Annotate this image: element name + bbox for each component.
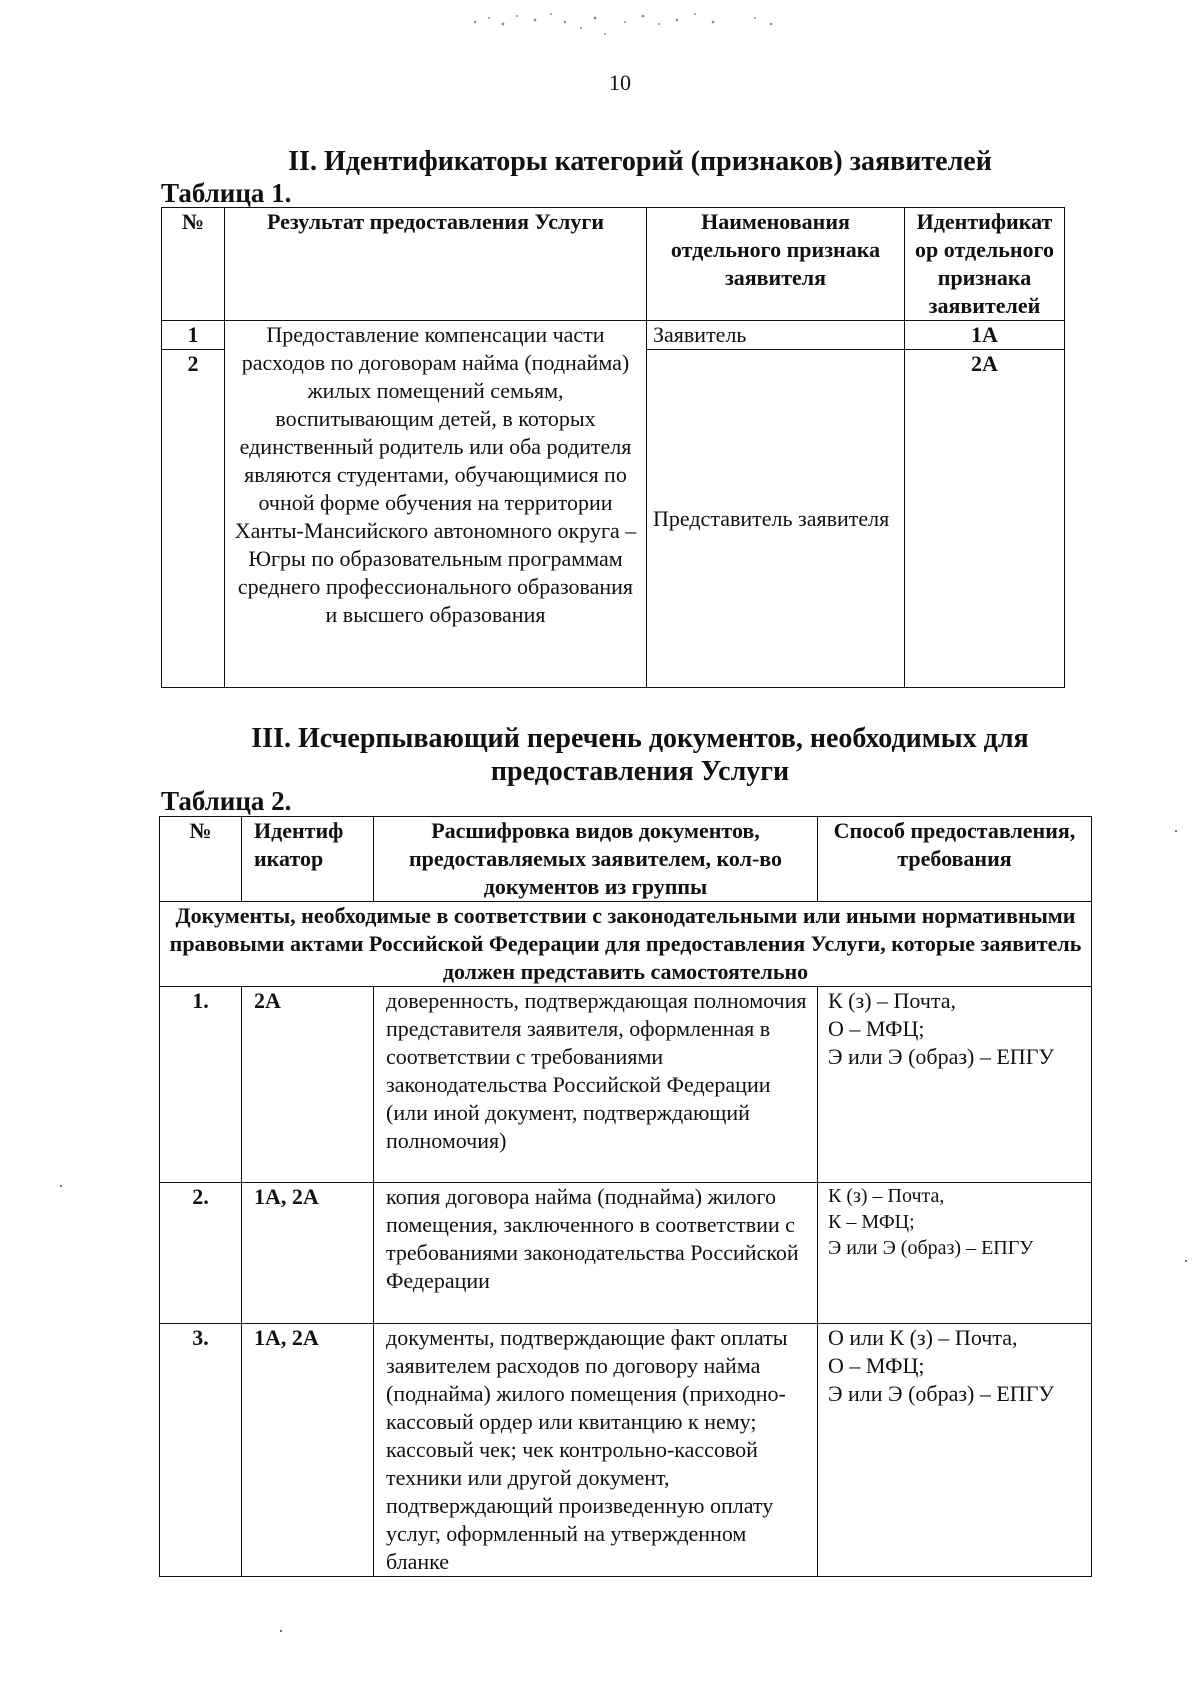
table-2-header	[160, 817, 1092, 902]
feature-name: Заявитель	[647, 321, 905, 350]
page-number: 10	[609, 70, 631, 95]
header-cell: Идентиф икатор	[242, 817, 374, 902]
header-cell: Результат предоставления Услуги	[225, 208, 647, 321]
table-row	[162, 321, 1065, 350]
document-description: копия договора найма (поднайма) жилого помещения, заключенного в соответствии с требованиями законодательства Российской Федерации	[374, 1183, 818, 1324]
feature-name: Представитель заявителя	[647, 350, 905, 688]
method-line: О или К (з) – Почта,	[828, 1325, 1018, 1350]
submission-method	[818, 987, 1092, 1183]
section-title-3: III. Исчерпывающий перечень документов, необходимых для предоставления Услуги	[251, 723, 1029, 787]
table-caption-2: Таблица 2.	[161, 786, 292, 816]
row-number: 1.	[160, 987, 242, 1183]
table-row	[160, 987, 1092, 1183]
table-2	[159, 816, 1092, 1577]
scan-speck	[280, 1630, 282, 1632]
method-line: Э или Э (образ) – ЕПГУ	[828, 1044, 1054, 1069]
row-number: 2.	[160, 1183, 242, 1324]
table-1-header	[162, 208, 1065, 321]
document-description: документы, подтверждающие факт оплаты заявителем расходов по договору найма (поднайма) жилого помещения (приходно-кассовый ордер или квитанцию к нему; кассовый чек; чек контрольно-кассовой техники или другой документ, подтверждающий произведенную оплату услуг, оформленный на утвержденном бланке	[374, 1324, 818, 1577]
scan-speck	[60, 1185, 62, 1187]
table-row	[160, 1183, 1092, 1324]
feature-id: 1А	[905, 321, 1065, 350]
table-row	[160, 1324, 1092, 1577]
table-1	[161, 207, 1065, 688]
feature-id: 2А	[905, 350, 1065, 688]
method-line: О – МФЦ;	[828, 1016, 925, 1041]
method-line: О – МФЦ;	[828, 1353, 925, 1378]
submission-method	[818, 1324, 1092, 1577]
method-line: К (з) – Почта,	[828, 988, 957, 1013]
header-cell: Способ предоставления, требования	[818, 817, 1092, 902]
header-cell: №	[162, 208, 225, 321]
row-number: 3.	[160, 1324, 242, 1577]
row-number: 1	[162, 321, 225, 350]
method-line: К – МФЦ;	[828, 1211, 915, 1233]
applicant-id: 2А	[242, 987, 374, 1183]
method-line: Э или Э (образ) – ЕПГУ	[828, 1381, 1054, 1406]
scan-noise-stamp	[455, 8, 785, 40]
document-description: доверенность, подтверждающая полномочия представителя заявителя, оформленная в соответствии с требованиями законодательства Российской Федерации (или иной документ, подтверждающий полномочия)	[374, 987, 818, 1183]
group-title: Документы, необходимые в соответствии с законодательными или иными нормативными правовыми актами Российской Федерации для предоставления Услуги, которые заявитель должен представить самостоятельно	[160, 902, 1092, 987]
header-cell: Расшифровка видов документов, предоставляемых заявителем, кол-во документов из группы	[374, 817, 818, 902]
header-cell: №	[160, 817, 242, 902]
section-title-2: II. Идентификаторы категорий (признаков) заявителей	[288, 146, 992, 177]
submission-method	[818, 1183, 1092, 1324]
scan-speck	[1185, 1260, 1187, 1262]
header-cell: Наименования отдельного признака заявителя	[647, 208, 905, 321]
table-caption-1: Таблица 1.	[161, 178, 292, 208]
table-group-row	[160, 902, 1092, 987]
method-line: Э или Э (образ) – ЕПГУ	[828, 1237, 1034, 1259]
row-number: 2	[162, 350, 225, 688]
applicant-id: 1А, 2А	[242, 1324, 374, 1577]
method-line: К (з) – Почта,	[828, 1185, 945, 1207]
header-cell: Идентификат ор отдельного признака заявителей	[905, 208, 1065, 321]
applicant-id: 1А, 2А	[242, 1183, 374, 1324]
service-result: Предоставление компенсации части расходов по договорам найма (поднайма) жилых помещений семьям, воспитывающим детей, в которых единственный родитель или оба родителя являются студентами, обучающимися по очной форме обучения на территории Ханты-Мансийского автономного округа – Югры по образовательным программам среднего профессионального образования и высшего образования	[225, 321, 647, 688]
scan-speck	[1175, 830, 1177, 832]
